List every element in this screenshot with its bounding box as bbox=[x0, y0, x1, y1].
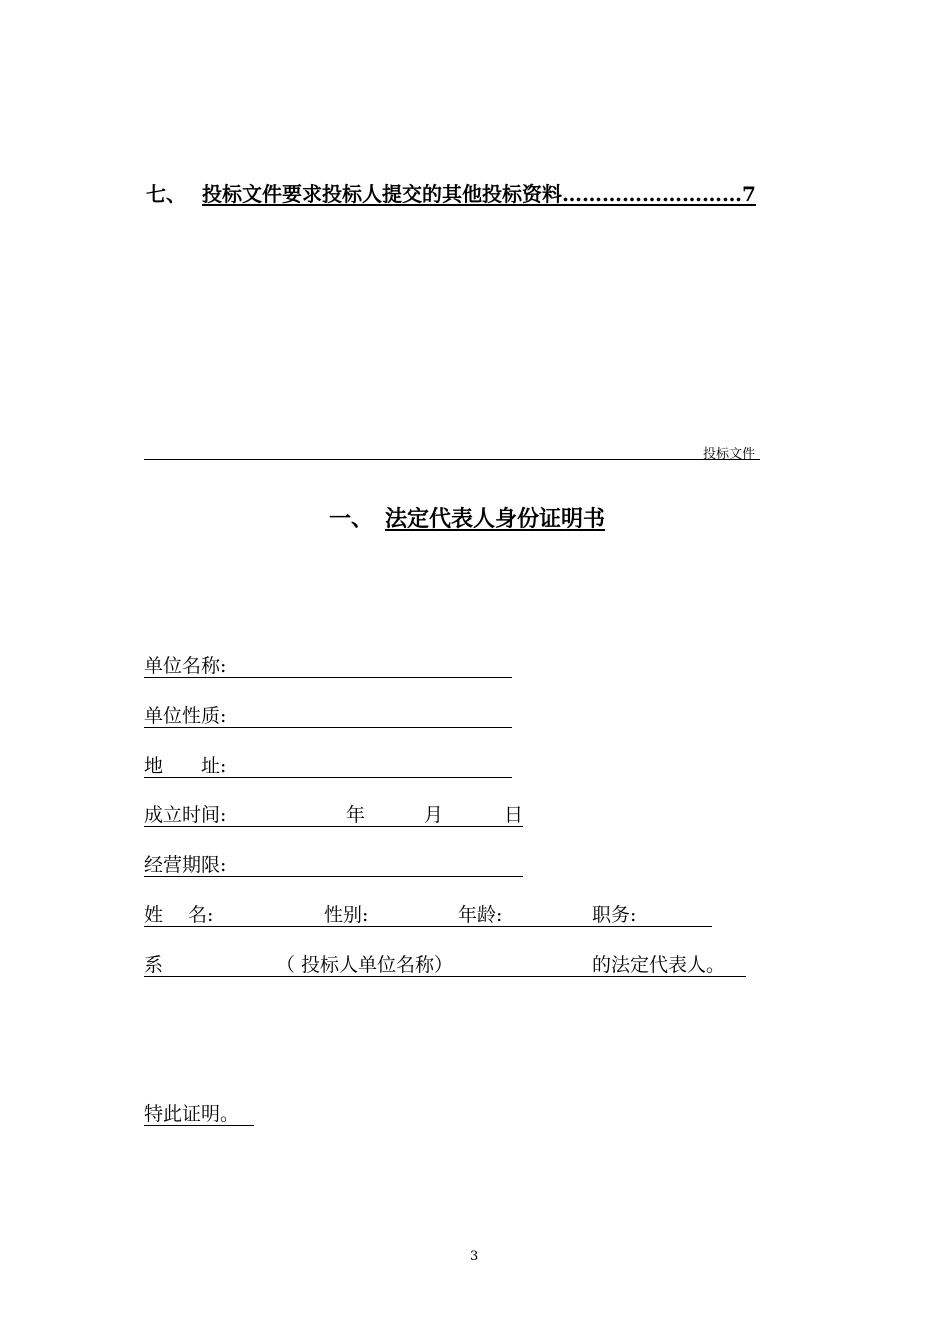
person-field[interactable] bbox=[144, 900, 712, 927]
address-field[interactable] bbox=[144, 751, 512, 778]
relation-suffix: 的法定代表人。 bbox=[592, 954, 726, 976]
section-title-text: 法定代表人身份证明书 bbox=[385, 506, 606, 532]
header-rule bbox=[144, 459, 760, 460]
term-label: 经营期限: bbox=[144, 854, 227, 876]
unit-name-field[interactable] bbox=[144, 651, 512, 678]
section-number: 一、 bbox=[329, 506, 374, 532]
established-field[interactable] bbox=[144, 800, 523, 827]
toc-entry[interactable] bbox=[146, 178, 756, 207]
toc-page: 7 bbox=[742, 182, 756, 206]
unit-name-label: 单位名称: bbox=[144, 655, 227, 677]
closing-statement bbox=[144, 1099, 254, 1126]
relation-prefix: 系 bbox=[144, 954, 164, 976]
toc-leader: ……………………… bbox=[562, 182, 742, 206]
closing-text: 特此证明。 bbox=[144, 1103, 240, 1125]
unit-nature-field[interactable] bbox=[144, 701, 512, 728]
toc-text-group bbox=[202, 182, 756, 206]
unit-nature-label: 单位性质: bbox=[144, 705, 227, 727]
page-number: 3 bbox=[470, 1249, 479, 1264]
person-gender-label: 性别: bbox=[324, 904, 369, 926]
address-label: 地 址: bbox=[144, 755, 227, 777]
term-field[interactable] bbox=[144, 850, 523, 877]
toc-text: 投标文件要求投标人提交的其他投标资料 bbox=[202, 182, 562, 206]
running-header: 投标文件 bbox=[703, 447, 756, 462]
relation-field[interactable] bbox=[144, 950, 746, 977]
section-title bbox=[329, 502, 605, 533]
established-day: 日 bbox=[504, 804, 524, 826]
established-month: 月 bbox=[424, 804, 444, 826]
relation-placeholder: （ 投标人单位名称） bbox=[276, 954, 454, 976]
established-year: 年 bbox=[346, 804, 366, 826]
toc-number: 七、 bbox=[146, 182, 186, 206]
established-label: 成立时间: bbox=[144, 804, 227, 826]
person-age-label: 年龄: bbox=[458, 904, 503, 926]
person-position-label: 职务: bbox=[592, 904, 637, 926]
person-name-label: 姓 名: bbox=[144, 904, 214, 926]
